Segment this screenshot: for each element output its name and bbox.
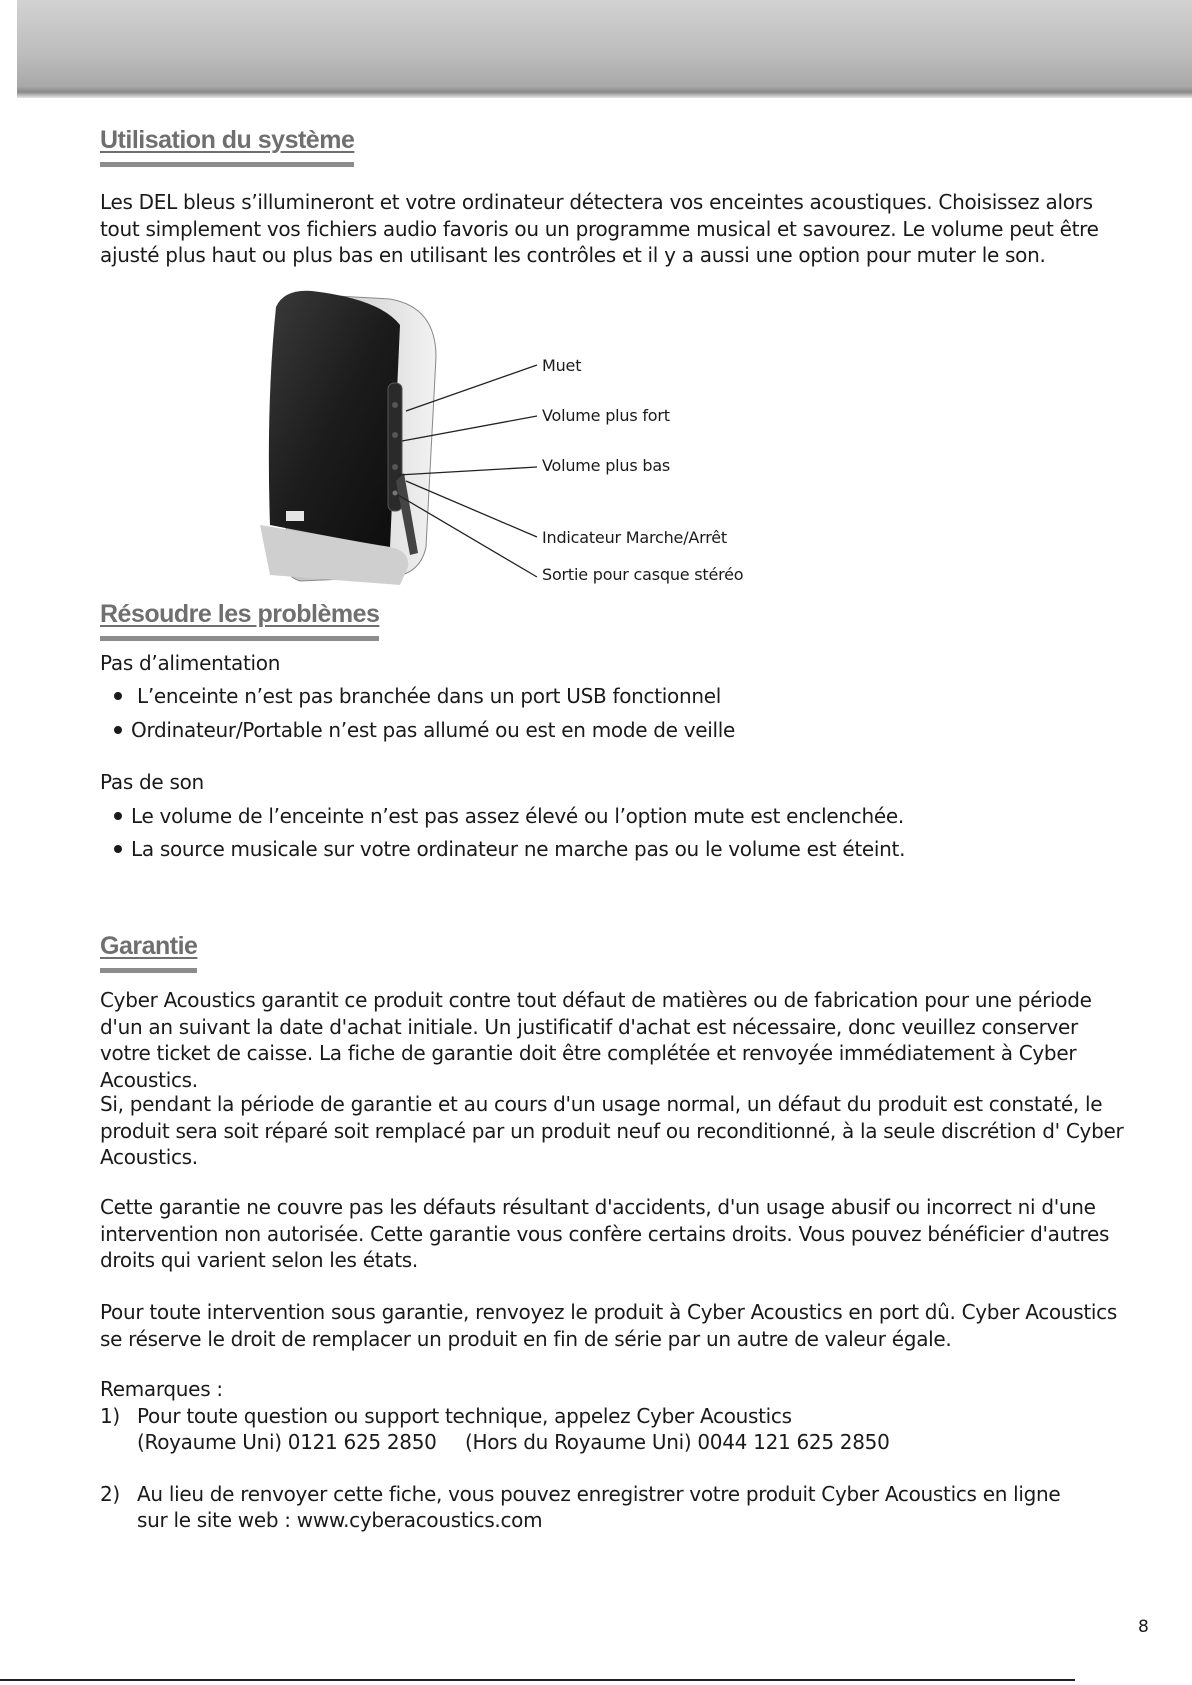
remark-phone-international: (Hors du Royaume Uni) 0044 121 625 2850 <box>465 1430 890 1454</box>
warranty-paragraph: Pour toute intervention sous garantie, renvoyez le produit à Cyber Acoustics en port dû. Cyber Acoustics se réserve le droit de remplacer un produit en fin de série par un autre de valeur égale. <box>100 1300 1117 1351</box>
no-sound-label: Pas de son <box>100 770 204 794</box>
remarks-label: Remarques : <box>100 1377 223 1401</box>
callout-volume-up: Volume plus fort <box>542 406 670 425</box>
callout-headphone-out: Sortie pour casque stéréo <box>542 565 744 584</box>
list-item: La source musicale sur votre ordinateur ne marche pas ou le volume est éteint. <box>131 837 906 861</box>
remark-number: 1) <box>100 1404 120 1428</box>
section-heading-usage: Utilisation du système <box>100 126 354 167</box>
warranty-paragraph: Si, pendant la période de garantie et au cours d'un usage normal, un défaut du produit est constaté, le produit sera soit réparé soit remplacé par un produit neuf ou reconditionné, à la seule discrétion d' Cyber Acoustics. <box>100 1092 1124 1169</box>
remark-number: 2) <box>100 1482 120 1506</box>
remark-website: sur le site web : www.cyberacoustics.com <box>137 1508 543 1532</box>
bullet-icon <box>112 843 124 855</box>
callout-mute: Muet <box>542 356 582 375</box>
section-heading-warranty: Garantie <box>100 932 197 973</box>
callout-power-indicator: Indicateur Marche/Arrêt <box>542 528 727 547</box>
section-heading-troubleshooting: Résoudre les problèmes <box>100 600 379 641</box>
no-power-label: Pas d’alimentation <box>100 651 281 675</box>
footer-rule <box>0 1679 1075 1681</box>
page-number: 8 <box>1138 1617 1149 1637</box>
bullet-icon <box>112 810 124 822</box>
list-item: Le volume de l’enceinte n’est pas assez élevé ou l’option mute est enclenchée. <box>131 804 904 828</box>
warranty-paragraph: Cyber Acoustics garantit ce produit contre tout défaut de matières ou de fabrication pour une période d'un an suivant la date d'achat initiale. Un justificatif d'achat est nécessaire, donc veuillez conserver votre ticket de caisse. La fiche de garantie doit être complétée et renvoyée immédiatement à Cyber Acoustics. <box>100 988 1092 1092</box>
list-item: L’enceinte n’est pas branchée dans un port USB fonctionnel <box>137 684 721 708</box>
bullet-icon <box>112 724 124 736</box>
callout-volume-down: Volume plus bas <box>542 456 671 475</box>
remark-text: Au lieu de renvoyer cette fiche, vous pouvez enregistrer votre produit Cyber Acoustics en ligne <box>137 1482 1061 1506</box>
warranty-paragraph: Cette garantie ne couvre pas les défauts résultant d'accidents, d'un usage abusif ou incorrect ni d'une intervention non autorisée. Cette garantie vous confère certains droits. Vous pouvez bénéficier d'autres droits qui varient selon les états. <box>100 1195 1110 1272</box>
list-item: Ordinateur/Portable n’est pas allumé ou est en mode de veille <box>131 718 736 742</box>
remark-phone-uk: (Royaume Uni) 0121 625 2850 <box>137 1430 437 1454</box>
bullet-icon <box>112 690 124 702</box>
usage-paragraph: Les DEL bleus s’illumineront et votre ordinateur détectera vos enceintes acoustiques. Choisissez alors tout simplement vos fichiers audio favoris ou un programme musical et savourez. Le volume peut être ajusté plus haut ou plus bas en utilisant les contrôles et il y a aussi une option pour muter le son. <box>100 190 1099 267</box>
remark-text: Pour toute question ou support technique, appelez Cyber Acoustics <box>137 1404 792 1428</box>
